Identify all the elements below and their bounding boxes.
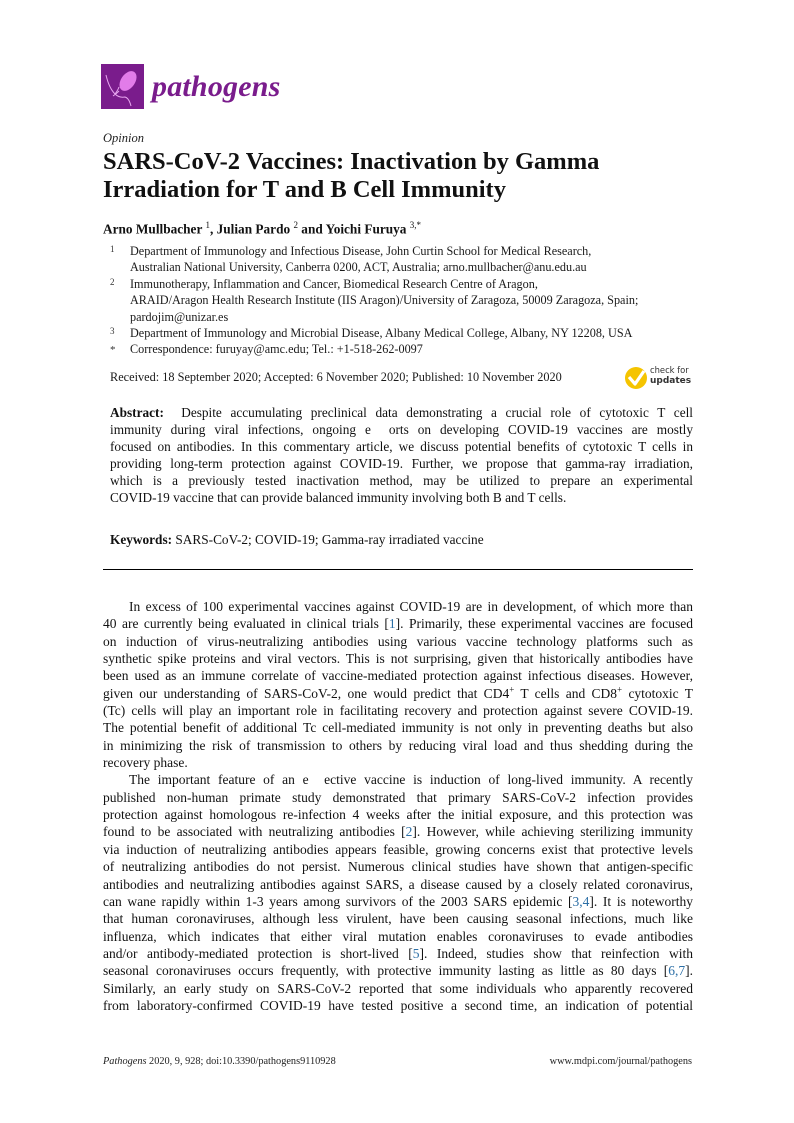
body-line: from laboratory-confirmed COVID-19 have tested positive a second time, an indication of potential — [103, 997, 693, 1013]
body-line: via induction of neutralizing antibodies appears feasible, growing concerns exist that protective levels — [103, 841, 693, 857]
paragraph-2 — [103, 771, 693, 1014]
body-line: found to be associated with neutralizing antibodies [2]. However, while achieving sterilizing immunity — [103, 824, 693, 840]
abstract-line: which is a previously tested inactivation method, may be utilized to prepare an experimental — [110, 472, 693, 488]
affiliation-mark: 1 — [110, 244, 115, 254]
citation-link[interactable]: 5 — [412, 945, 420, 961]
affiliation-line: Department of Immunology and Infectious Disease, John Curtin School for Medical Research, — [130, 244, 592, 258]
abstract-line: immunity during viral infections, ongoing e orts on developing COVID-19 vaccines are mostly — [110, 421, 693, 437]
affiliation-line: Immunotherapy, Inflammation and Cancer, Biomedical Research Centre of Aragon, — [130, 277, 538, 291]
journal-name[interactable]: pathogens — [152, 70, 281, 103]
citation-link[interactable]: 6,7 — [668, 963, 686, 979]
author-affiliation-mark: 2 — [293, 220, 298, 230]
body-line: Similarly, an early study on SARS-CoV-2 reported that some individuals who apparently recovered — [103, 980, 693, 996]
body-line: influenza, which indicates that either viral mutation enables coronaviruses to evade antibodies — [103, 928, 693, 944]
body-line: The important feature of an e ective vaccine is induction of long-lived immunity. A recently — [129, 772, 693, 788]
title-line: Irradiation for T and B Cell Immunity — [103, 176, 506, 203]
correspondence-mark: * — [110, 344, 116, 356]
body-line: antibodies and neutralizing antibodies against SARS, a disease caused by a closely related coronavirus, — [103, 876, 693, 892]
body-line: protection against homologous re-infection 4 weeks after the initial exposure, and this protection was — [103, 807, 693, 823]
body-line: 40 are currently being evaluated in clinical trials [1]. Primarily, these experimental vaccines are focused — [103, 616, 693, 632]
author-separator: , — [209, 221, 217, 237]
footer-doi[interactable]: 2020, 9, 928; doi:10.3390/pathogens9110928 — [146, 1056, 336, 1067]
keywords-label: Keywords: — [110, 532, 173, 547]
author-list — [103, 220, 421, 237]
paragraph-1 — [103, 598, 693, 771]
abstract-line: COVID-19 vaccine that can provide balanced immunity involving both B and T cells. — [110, 489, 567, 505]
body-line: of neutralizing antibodies do not persist. Numerous clinical studies have shown that antigen-specific — [103, 859, 693, 875]
keywords-text: SARS-CoV-2; COVID-19; Gamma-ray irradiated vaccine — [175, 532, 484, 547]
body-line: in minimizing the risk of transmission to others by reducing viral load and thus shedding during the — [103, 737, 693, 753]
body-line: (Tc) cells will play an important role in facilitating recovery and protection against severe COVID-19. — [103, 703, 693, 719]
journal-logo — [101, 64, 144, 109]
affiliation-mark: 2 — [110, 277, 115, 287]
check-for-updates-button[interactable] — [624, 364, 704, 392]
body-line: seasonal coronaviruses occurs frequently, with protective immunity lasting as little as 80 days [6,7]. — [103, 963, 693, 979]
affiliation-3 — [130, 325, 632, 341]
affiliation-mark: 3 — [110, 326, 115, 336]
author-name[interactable]: Julian Pardo — [216, 221, 291, 237]
affiliation-line: pardojim@unizar.es — [130, 309, 229, 324]
affiliation-2 — [130, 276, 638, 325]
body-line: been used as an immune correlate of vaccine-mediated protection against infectious diseases. However, — [103, 668, 693, 684]
body-line: on induction of virus-neutralizing antibodies using various vaccine technology platforms such as — [103, 633, 693, 649]
citation-link[interactable]: 2 — [405, 824, 413, 840]
article-title — [103, 148, 703, 204]
body-line: recovery phase. — [103, 755, 188, 771]
check-for-updates-label: check for updates — [650, 365, 692, 386]
footer-journal: Pathogens — [103, 1056, 147, 1067]
author-name[interactable]: Yoichi Furuya — [325, 221, 407, 237]
correspondence — [130, 341, 423, 357]
affiliation-line: ARAID/Aragon Health Research Institute (IIS Aragon)/University of Zaragoza, 50009 Zaragoza, Spain; — [130, 293, 639, 308]
body-line: synthetic spike proteins and viral vectors. This is not surprising, given that historically antibodies have — [103, 651, 693, 667]
section-divider — [103, 569, 693, 570]
abstract-line: Abstract: Despite accumulating preclinical data demonstrating a crucial role of cytotoxic T cell — [110, 405, 693, 420]
body-line: In excess of 100 experimental vaccines against COVID-19 are in development, of which more than — [129, 599, 693, 614]
abstract-line: focused on antibodies. In this commentary article, we discuss potential benefits of cytotoxic T cells in — [110, 438, 693, 454]
article-type: Opinion — [103, 131, 144, 145]
body-line: and/or antibody-mediated protection is short-lived [5]. Indeed, studies show that reinfection with — [103, 945, 693, 961]
body-line: given our understanding of SARS-CoV-2, one would predict that CD4+ T cells and CD8+ cytotoxic T — [103, 684, 693, 701]
body-line: The potential benefit of additional Tc cell-mediated immunity is not only in preventing deaths but also — [103, 720, 693, 736]
title-line: SARS-CoV-2 Vaccines: Inactivation by Gamma — [103, 148, 600, 175]
abstract — [110, 405, 693, 506]
citation-link[interactable]: 3,4 — [572, 893, 590, 909]
check-badge-icon — [624, 366, 648, 390]
citation-link[interactable]: 1 — [388, 616, 396, 632]
pathogen-logo-icon — [101, 64, 144, 109]
body-line: can wane rapidly within 1-3 years among survivors of the 2003 SARS epidemic [3,4]. It is noteworthy — [103, 893, 693, 909]
author-affiliation-mark: 1 — [205, 220, 210, 230]
author-name[interactable]: Arno Mullbacher — [103, 221, 203, 237]
footer-url[interactable]: www.mdpi.com/journal/pathogens — [549, 1056, 692, 1067]
keywords — [110, 532, 484, 548]
correspondence-line: Correspondence: furuyay@amc.edu; Tel.: +1-518-262-0097 — [130, 342, 423, 356]
publication-dates: Received: 18 September 2020; Accepted: 6 November 2020; Published: 10 November 2020 — [110, 370, 562, 384]
abstract-label: Abstract: — [110, 405, 164, 420]
body-text — [103, 598, 693, 1014]
affiliation-1 — [130, 243, 591, 276]
body-line: that human coronaviruses, although less virulent, have been causing seasonal infections, much like — [103, 911, 693, 927]
author-separator: and — [297, 221, 326, 237]
affiliation-line: Department of Immunology and Microbial Disease, Albany Medical College, Albany, NY 12208, USA — [130, 326, 633, 340]
abstract-line: providing long-term protection against COVID-19. Further, we propose that gamma-ray irradiation, — [110, 455, 693, 471]
footer-citation — [103, 1056, 336, 1067]
affiliation-line: Australian National University, Canberra 0200, ACT, Australia; arno.mullbacher@anu.edu.au — [130, 260, 587, 275]
body-line: published non-human primate study demonstrated that primary SARS-CoV-2 infection provides — [103, 789, 693, 805]
author-affiliation-mark: 3,* — [409, 220, 422, 230]
